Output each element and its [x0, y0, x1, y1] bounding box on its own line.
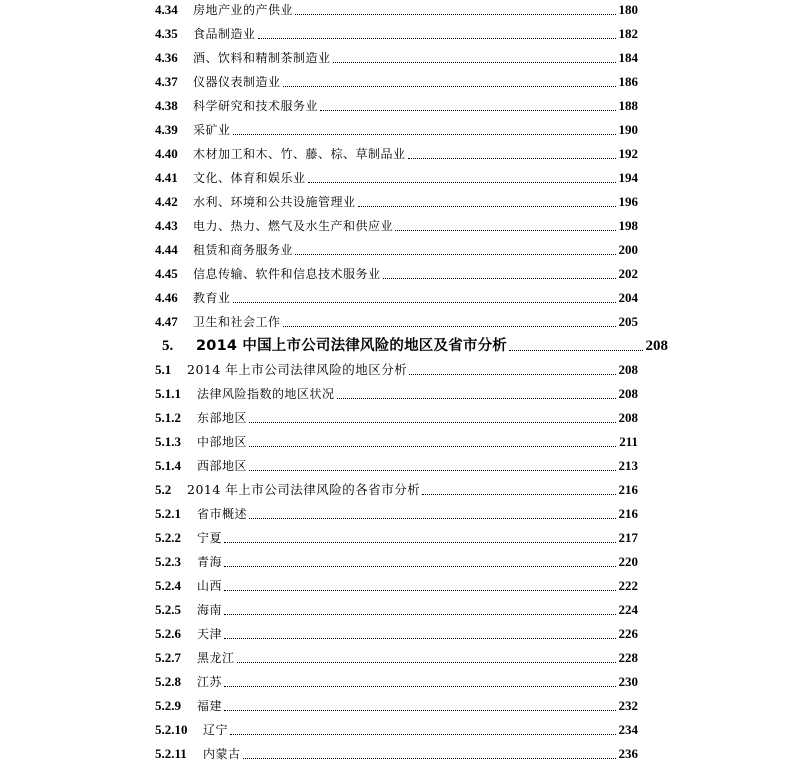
- toc-entry-title: 2014 年上市公司法律风险的各省市分析: [187, 482, 421, 497]
- toc-entry[interactable]: [155, 188, 638, 210]
- toc-entry-title: 电力、热力、燃气及水生产和供应业: [193, 219, 394, 233]
- toc-entry-page-number: 216: [618, 506, 638, 521]
- dot-leader: [509, 349, 642, 351]
- toc-entry-page-number: 204: [618, 290, 638, 305]
- toc-entry-page-number: 230: [618, 674, 638, 689]
- toc-entry-page-number: 208: [618, 410, 638, 425]
- toc-entry-page-number: 184: [618, 50, 638, 65]
- toc-entry-number: 4.46: [155, 290, 178, 305]
- dot-leader: [308, 181, 616, 183]
- toc-entry-number: 4.41: [155, 170, 178, 185]
- toc-entry-title: 宁夏: [197, 531, 223, 545]
- toc-entry[interactable]: [155, 740, 638, 762]
- dot-leader: [258, 37, 616, 39]
- toc-entry-title: 省市概述: [197, 507, 248, 521]
- toc-entry-page-number: 190: [618, 122, 638, 137]
- toc-entry-title: 采矿业: [193, 123, 231, 137]
- dot-leader: [383, 277, 616, 279]
- toc-entry[interactable]: [155, 524, 638, 546]
- toc-entry-number: 4.35: [155, 26, 178, 41]
- dot-leader: [409, 373, 615, 375]
- toc-entry[interactable]: [155, 452, 638, 474]
- toc-entry-title: 教育业: [193, 291, 231, 305]
- toc-entry-page-number: 182: [618, 26, 638, 41]
- dot-leader: [230, 733, 615, 735]
- toc-entry-page-number: 205: [618, 314, 638, 329]
- dot-leader: [422, 493, 615, 495]
- toc-entry[interactable]: [155, 236, 638, 258]
- toc-entry-title: 仪器仪表制造业: [193, 75, 281, 89]
- toc-entry[interactable]: [155, 476, 638, 498]
- toc-entry-number: 5.2.1: [155, 506, 181, 521]
- toc-entry-page-number: 198: [618, 218, 638, 233]
- toc-entry-page-number: 202: [618, 266, 638, 281]
- toc-entry-number: 5.1.2: [155, 410, 181, 425]
- toc-entry[interactable]: [155, 644, 638, 666]
- toc-entry[interactable]: [155, 716, 638, 738]
- dot-leader: [224, 637, 615, 639]
- toc-entry-number: 4.42: [155, 194, 178, 209]
- toc-entry[interactable]: [155, 20, 638, 42]
- toc-entry[interactable]: [155, 164, 638, 186]
- toc-entry-page-number: 217: [618, 530, 638, 545]
- toc-entry[interactable]: [155, 380, 638, 402]
- dot-leader: [408, 157, 616, 159]
- toc-entry-number: 4.44: [155, 242, 178, 257]
- toc-entry-title: 山西: [197, 579, 223, 593]
- toc-entry-number: 5.1: [155, 362, 172, 377]
- toc-entry-page-number: 216: [618, 482, 638, 497]
- toc-entry-page-number: 188: [618, 98, 638, 113]
- toc-entry-title: 2014 年上市公司法律风险的地区分析: [187, 362, 408, 377]
- toc-entry-title: 租赁和商务服务业: [193, 243, 294, 257]
- dot-leader: [224, 613, 615, 615]
- toc-entry-number: 5.2.3: [155, 554, 181, 569]
- toc-entry-number: 5.2.10: [155, 722, 188, 737]
- dot-leader: [320, 109, 615, 111]
- toc-entry[interactable]: [155, 212, 638, 234]
- toc-entry-page-number: 186: [618, 74, 638, 89]
- toc-entry-number: 5.1.3: [155, 434, 181, 449]
- toc-entry-title: 海南: [197, 603, 223, 617]
- dot-leader: [233, 133, 616, 135]
- toc-entry-page-number: 200: [618, 242, 638, 257]
- toc-entry[interactable]: [155, 428, 638, 450]
- toc-entry-number: 5.2.6: [155, 626, 181, 641]
- toc-entry-number: 4.47: [155, 314, 178, 329]
- toc-entry-title: 科学研究和技术服务业: [193, 99, 319, 113]
- toc-entry-page-number: 208: [618, 362, 638, 377]
- toc-entry[interactable]: [155, 284, 638, 306]
- dot-leader: [249, 445, 616, 447]
- toc-entry-title: 辽宁: [203, 723, 229, 737]
- toc-entry-number: 4.43: [155, 218, 178, 233]
- toc-entry-page-number: 192: [618, 146, 638, 161]
- toc-entry[interactable]: [155, 572, 638, 594]
- toc-entry-number: 4.36: [155, 50, 178, 65]
- dot-leader: [358, 205, 616, 207]
- dot-leader: [249, 421, 615, 423]
- toc-entry-number: 5.: [162, 338, 174, 354]
- toc-entry-number: 5.2.4: [155, 578, 181, 593]
- toc-entry-number: 5.2.9: [155, 698, 181, 713]
- toc-entry-title: 信息传输、软件和信息技术服务业: [193, 267, 381, 281]
- toc-entry[interactable]: [155, 668, 638, 690]
- toc-entry-number: 4.40: [155, 146, 178, 161]
- toc-entry-title: 西部地区: [197, 459, 248, 473]
- toc-entry-number: 4.34: [155, 2, 178, 17]
- toc-entry-page-number: 228: [618, 650, 638, 665]
- dot-leader: [249, 469, 615, 471]
- toc-entry-title: 青海: [197, 555, 223, 569]
- toc-entry-page-number: 180: [618, 2, 638, 17]
- toc-entry-page-number: 194: [618, 170, 638, 185]
- toc-entry[interactable]: [155, 68, 638, 90]
- dot-leader: [224, 685, 615, 687]
- dot-leader: [233, 301, 616, 303]
- toc-entry-page-number: 211: [619, 434, 638, 449]
- toc-entry-title: 卫生和社会工作: [193, 315, 281, 329]
- dot-leader: [243, 757, 616, 759]
- toc-entry-number: 4.37: [155, 74, 178, 89]
- toc-entry[interactable]: [155, 548, 638, 570]
- toc-entry-page-number: 236: [618, 746, 638, 761]
- toc-entry-title: 2014 中国上市公司法律风险的地区及省市分析: [196, 338, 508, 354]
- toc-entry-page-number: 208: [618, 386, 638, 401]
- toc-entry-title: 东部地区: [197, 411, 248, 425]
- toc-entry-number: 4.45: [155, 266, 178, 281]
- toc-entry[interactable]: [155, 260, 638, 282]
- dot-leader: [237, 661, 616, 663]
- toc-entry-page-number: 213: [618, 458, 638, 473]
- toc-entry-title: 内蒙古: [203, 747, 241, 761]
- dot-leader: [249, 517, 615, 519]
- toc-entry-page-number: 232: [618, 698, 638, 713]
- toc-entry[interactable]: [155, 356, 638, 378]
- toc-entry[interactable]: [155, 596, 638, 618]
- toc-entry[interactable]: [155, 0, 638, 18]
- toc-entry-page-number: 222: [618, 578, 638, 593]
- toc-entry[interactable]: [155, 116, 638, 138]
- toc-entry[interactable]: [155, 404, 638, 426]
- toc-entry-number: 4.38: [155, 98, 178, 113]
- toc-entry-title: 法律风险指数的地区状况: [197, 387, 335, 401]
- toc-entry-title: 福建: [197, 699, 223, 713]
- toc-entry[interactable]: [155, 692, 638, 714]
- toc-entry-page-number: 208: [645, 338, 668, 354]
- toc-entry[interactable]: [155, 308, 638, 330]
- toc-entry-page-number: 220: [618, 554, 638, 569]
- dot-leader: [283, 85, 616, 87]
- toc-entry-title: 天津: [197, 627, 223, 641]
- toc-entry-number: 5.1.4: [155, 458, 181, 473]
- dot-leader: [295, 13, 615, 15]
- toc-entry[interactable]: [155, 140, 638, 162]
- toc-entry-page-number: 224: [618, 602, 638, 617]
- toc-entry-number: 5.2.7: [155, 650, 181, 665]
- dot-leader: [295, 253, 615, 255]
- toc-entry[interactable]: [155, 92, 638, 114]
- toc-entry-title: 食品制造业: [193, 27, 256, 41]
- dot-leader: [224, 709, 615, 711]
- toc-entry-title: 房地产业的产供业: [193, 3, 294, 17]
- toc-entry-number: 5.2: [155, 482, 172, 497]
- dot-leader: [333, 61, 616, 63]
- toc-entry-title: 文化、体育和娱乐业: [193, 171, 306, 185]
- toc-entry-number: 4.39: [155, 122, 178, 137]
- toc-entry-number: 5.2.8: [155, 674, 181, 689]
- toc-entry-title: 水利、环境和公共设施管理业: [193, 195, 356, 209]
- toc-entry[interactable]: [162, 332, 668, 354]
- toc-entry-number: 5.2.2: [155, 530, 181, 545]
- toc-entry-title: 中部地区: [197, 435, 248, 449]
- toc-entry-title: 江苏: [197, 675, 223, 689]
- toc-entry-page-number: 226: [618, 626, 638, 641]
- dot-leader: [283, 325, 616, 327]
- toc-entry-number: 5.1.1: [155, 386, 181, 401]
- toc-entry-title: 酒、饮料和精制茶制造业: [193, 51, 331, 65]
- dot-leader: [224, 541, 615, 543]
- toc-entry[interactable]: [155, 620, 638, 642]
- dot-leader: [224, 565, 615, 567]
- toc-entry-number: 5.2.5: [155, 602, 181, 617]
- toc-entry-page-number: 196: [618, 194, 638, 209]
- dot-leader: [224, 589, 615, 591]
- toc-entry-title: 木材加工和木、竹、藤、棕、草制品业: [193, 147, 406, 161]
- toc-entry-title: 黑龙江: [197, 651, 235, 665]
- dot-leader: [395, 229, 615, 231]
- toc-entry-page-number: 234: [618, 722, 638, 737]
- toc-entry[interactable]: [155, 44, 638, 66]
- toc-entry-number: 5.2.11: [155, 746, 187, 761]
- dot-leader: [337, 397, 616, 399]
- toc-entry[interactable]: [155, 500, 638, 522]
